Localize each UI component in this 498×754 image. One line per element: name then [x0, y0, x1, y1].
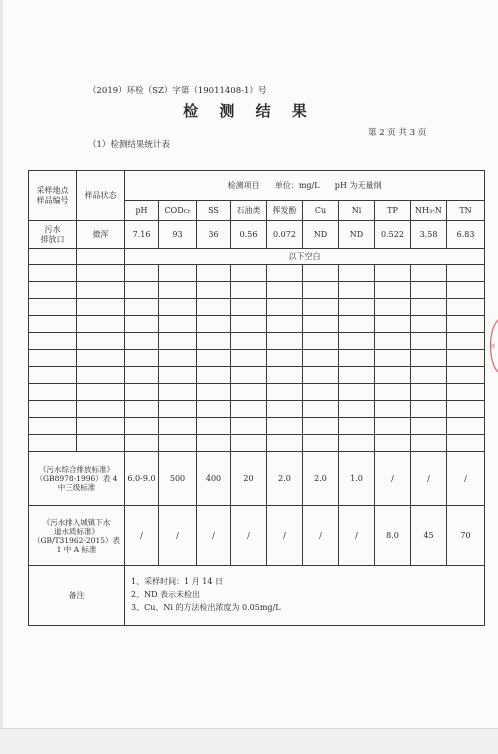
- empty-cell: [197, 299, 231, 316]
- empty-cell: [303, 333, 339, 350]
- remark-line: 2、ND 表示未检出: [131, 590, 201, 600]
- limit-cell: /: [267, 506, 303, 566]
- empty-cell: [411, 384, 447, 401]
- empty-cell: [411, 435, 447, 452]
- empty-cell: [197, 333, 231, 350]
- empty-cell: [125, 282, 159, 299]
- empty-cell: [159, 435, 197, 452]
- empty-cell: [267, 384, 303, 401]
- limit-cell: /: [159, 506, 197, 566]
- limit-cell: /: [197, 506, 231, 566]
- empty-cell: [77, 418, 125, 435]
- empty-cell: [159, 316, 197, 333]
- empty-row: [29, 333, 485, 350]
- empty-cell: [77, 299, 125, 316]
- col-header-sample-id: 采样地点 样品编号: [29, 171, 77, 221]
- limit-cell: 45: [411, 506, 447, 566]
- limit-cell: 20: [231, 452, 267, 506]
- page-indicator: 第 2 页 共 3 页: [368, 128, 427, 138]
- empty-cell: [231, 435, 267, 452]
- empty-cell: [125, 384, 159, 401]
- value-cell: ND: [339, 221, 375, 249]
- header-row-1: [29, 171, 485, 201]
- param-header: TP: [375, 201, 411, 221]
- empty-cell: [231, 384, 267, 401]
- empty-cell: [411, 316, 447, 333]
- empty-cell: [339, 333, 375, 350]
- value-cell: 0.072: [267, 221, 303, 249]
- param-header: CODCr: [159, 201, 197, 221]
- standard-label: 《污水排入城镇下水 道水质标准》 （GB/T31962-2015）表 1 中 A 标准: [29, 506, 125, 566]
- empty-cell: [447, 367, 485, 384]
- value-cell: 0.522: [375, 221, 411, 249]
- limit-cell: /: [125, 506, 159, 566]
- empty-cell: [267, 316, 303, 333]
- empty-cell: [267, 350, 303, 367]
- empty-cell: [447, 299, 485, 316]
- empty-cell: [375, 384, 411, 401]
- empty-row: [29, 367, 485, 384]
- empty-row: [29, 299, 485, 316]
- empty-cell: [197, 367, 231, 384]
- seal-stamp-fragment: [484, 318, 498, 374]
- empty-cell: [447, 350, 485, 367]
- remark-line: 3、Cu、Ni 的方法检出浓度为 0.05mg/L: [131, 602, 281, 612]
- empty-cell: [375, 401, 411, 418]
- empty-cell: [411, 333, 447, 350]
- standard-row-1: [29, 452, 485, 506]
- empty-cell: [125, 418, 159, 435]
- limit-cell: /: [411, 452, 447, 506]
- empty-cell: [447, 282, 485, 299]
- empty-cell: [29, 333, 77, 350]
- empty-cell: [29, 418, 77, 435]
- empty-cell: [197, 401, 231, 418]
- empty-cell: [447, 418, 485, 435]
- empty-cell: [339, 367, 375, 384]
- empty-cell: [29, 435, 77, 452]
- empty-cell: [159, 350, 197, 367]
- empty-cell: [159, 384, 197, 401]
- empty-cell: [231, 265, 267, 282]
- empty-cell: [303, 282, 339, 299]
- empty-cell: [303, 265, 339, 282]
- empty-cell: [125, 401, 159, 418]
- empty-cell: [267, 265, 303, 282]
- empty-cell: [303, 418, 339, 435]
- standard-row-2: [29, 506, 485, 566]
- empty-cell: [77, 384, 125, 401]
- empty-cell: [125, 316, 159, 333]
- empty-row: [29, 435, 485, 452]
- empty-cell: [231, 282, 267, 299]
- empty-cell: [231, 418, 267, 435]
- empty-cell: [29, 299, 77, 316]
- empty-cell: [375, 350, 411, 367]
- limit-cell: 8.0: [375, 506, 411, 566]
- value-cell: 3.58: [411, 221, 447, 249]
- empty-cell: [303, 401, 339, 418]
- empty-cell: [125, 367, 159, 384]
- empty-cell: [159, 299, 197, 316]
- empty-cell: [125, 435, 159, 452]
- empty-cell: [303, 384, 339, 401]
- empty-cell: [197, 350, 231, 367]
- value-cell: 6.83: [447, 221, 485, 249]
- limit-cell: /: [231, 506, 267, 566]
- group-header: 检测项目 单位：mg/L pH 为无量纲: [125, 171, 485, 201]
- empty-row: [29, 282, 485, 299]
- empty-cell: [411, 282, 447, 299]
- empty-cell: [375, 316, 411, 333]
- report-number: （2019）环检（SZ）字第（19011408-1）号: [88, 86, 267, 96]
- page-bottom-edge: [0, 728, 498, 754]
- empty-cell: [159, 418, 197, 435]
- empty-cell: [197, 384, 231, 401]
- empty-cell: [267, 435, 303, 452]
- param-header: SS: [197, 201, 231, 221]
- limit-cell: /: [447, 452, 485, 506]
- empty-cell: [29, 282, 77, 299]
- limit-cell: 2.0: [267, 452, 303, 506]
- blank-note: 以下空白: [125, 249, 485, 265]
- sample-location: 污水 排放口: [29, 221, 77, 249]
- param-header: Ni: [339, 201, 375, 221]
- limit-cell: /: [375, 452, 411, 506]
- empty-cell: [303, 435, 339, 452]
- empty-cell: [411, 350, 447, 367]
- param-header: 挥发酚: [267, 201, 303, 221]
- empty-cell: [339, 299, 375, 316]
- limit-cell: 500: [159, 452, 197, 506]
- empty-cell: [77, 435, 125, 452]
- empty-cell: [159, 333, 197, 350]
- limit-cell: /: [303, 506, 339, 566]
- limit-cell: 1.0: [339, 452, 375, 506]
- param-header: 石油类: [231, 201, 267, 221]
- sample-state: 微浑: [77, 221, 125, 249]
- empty-cell: [447, 384, 485, 401]
- empty-cell: [77, 333, 125, 350]
- empty-cell: [411, 265, 447, 282]
- empty-cell: [411, 367, 447, 384]
- empty-cell: [267, 333, 303, 350]
- results-table: [28, 170, 485, 626]
- limit-cell: 400: [197, 452, 231, 506]
- empty-cell: [29, 384, 77, 401]
- empty-cell: [267, 299, 303, 316]
- empty-cell: [303, 299, 339, 316]
- empty-cell: [29, 249, 77, 265]
- empty-row: [29, 316, 485, 333]
- empty-cell: [159, 282, 197, 299]
- empty-cell: [197, 418, 231, 435]
- col-header-sample-state: 样品状态: [77, 171, 125, 221]
- empty-cell: [339, 401, 375, 418]
- empty-cell: [339, 384, 375, 401]
- standard-label: 《污水综合排放标准》 （GB8978-1996）表 4 中三级标准: [29, 452, 125, 506]
- empty-row: [29, 350, 485, 367]
- empty-cell: [411, 401, 447, 418]
- empty-cell: [197, 282, 231, 299]
- empty-cell: [29, 350, 77, 367]
- empty-rows: [29, 265, 485, 452]
- sample-row: [29, 221, 485, 249]
- empty-cell: [125, 299, 159, 316]
- empty-cell: [267, 418, 303, 435]
- blank-note-row: [29, 249, 485, 265]
- svg-text:测: 测: [490, 344, 496, 350]
- empty-cell: [303, 350, 339, 367]
- empty-cell: [77, 350, 125, 367]
- empty-cell: [447, 265, 485, 282]
- empty-cell: [29, 367, 77, 384]
- empty-cell: [77, 401, 125, 418]
- empty-cell: [267, 282, 303, 299]
- empty-cell: [303, 316, 339, 333]
- empty-cell: [231, 299, 267, 316]
- empty-cell: [125, 265, 159, 282]
- limit-cell: 70: [447, 506, 485, 566]
- remark-line: 1、采样时间：1 月 14 日: [131, 577, 223, 587]
- empty-cell: [159, 401, 197, 418]
- empty-cell: [159, 265, 197, 282]
- param-header: pH: [125, 201, 159, 221]
- empty-cell: [339, 350, 375, 367]
- empty-cell: [411, 418, 447, 435]
- value-cell: 0.56: [231, 221, 267, 249]
- empty-cell: [125, 333, 159, 350]
- value-cell: 7.16: [125, 221, 159, 249]
- param-header: NH₃-N: [411, 201, 447, 221]
- empty-cell: [339, 435, 375, 452]
- value-cell: 93: [159, 221, 197, 249]
- empty-cell: [267, 401, 303, 418]
- empty-cell: [375, 435, 411, 452]
- empty-cell: [303, 367, 339, 384]
- value-cell: 36: [197, 221, 231, 249]
- empty-cell: [231, 333, 267, 350]
- empty-cell: [375, 333, 411, 350]
- empty-cell: [447, 435, 485, 452]
- empty-cell: [77, 367, 125, 384]
- empty-cell: [77, 265, 125, 282]
- section-title: （1）检测结果统计表: [88, 140, 170, 150]
- empty-cell: [447, 333, 485, 350]
- limit-cell: 2.0: [303, 452, 339, 506]
- empty-cell: [29, 316, 77, 333]
- empty-row: [29, 384, 485, 401]
- empty-cell: [125, 350, 159, 367]
- empty-cell: [411, 299, 447, 316]
- empty-cell: [231, 367, 267, 384]
- empty-cell: [447, 401, 485, 418]
- empty-row: [29, 418, 485, 435]
- empty-cell: [77, 282, 125, 299]
- empty-cell: [375, 299, 411, 316]
- page-title: 检 测 结 果: [183, 102, 315, 120]
- empty-cell: [447, 316, 485, 333]
- empty-cell: [197, 316, 231, 333]
- param-header: TN: [447, 201, 485, 221]
- empty-cell: [231, 350, 267, 367]
- empty-cell: [29, 401, 77, 418]
- empty-cell: [339, 282, 375, 299]
- empty-cell: [231, 316, 267, 333]
- empty-row: [29, 401, 485, 418]
- remarks-content: [125, 566, 485, 626]
- limit-cell: /: [339, 506, 375, 566]
- empty-cell: [375, 367, 411, 384]
- empty-cell: [375, 265, 411, 282]
- value-cell: ND: [303, 221, 339, 249]
- remarks-label: 备注: [29, 566, 125, 626]
- empty-cell: [197, 435, 231, 452]
- limit-cell: 6.0-9.0: [125, 452, 159, 506]
- empty-cell: [29, 265, 77, 282]
- param-header: Cu: [303, 201, 339, 221]
- empty-cell: [77, 316, 125, 333]
- remarks-row: [29, 566, 485, 626]
- empty-cell: [159, 367, 197, 384]
- empty-row: [29, 265, 485, 282]
- empty-cell: [197, 265, 231, 282]
- empty-cell: [267, 367, 303, 384]
- empty-cell: [375, 282, 411, 299]
- empty-cell: [339, 265, 375, 282]
- empty-cell: [375, 418, 411, 435]
- empty-cell: [231, 401, 267, 418]
- empty-cell: [77, 249, 125, 265]
- empty-cell: [339, 418, 375, 435]
- empty-cell: [339, 316, 375, 333]
